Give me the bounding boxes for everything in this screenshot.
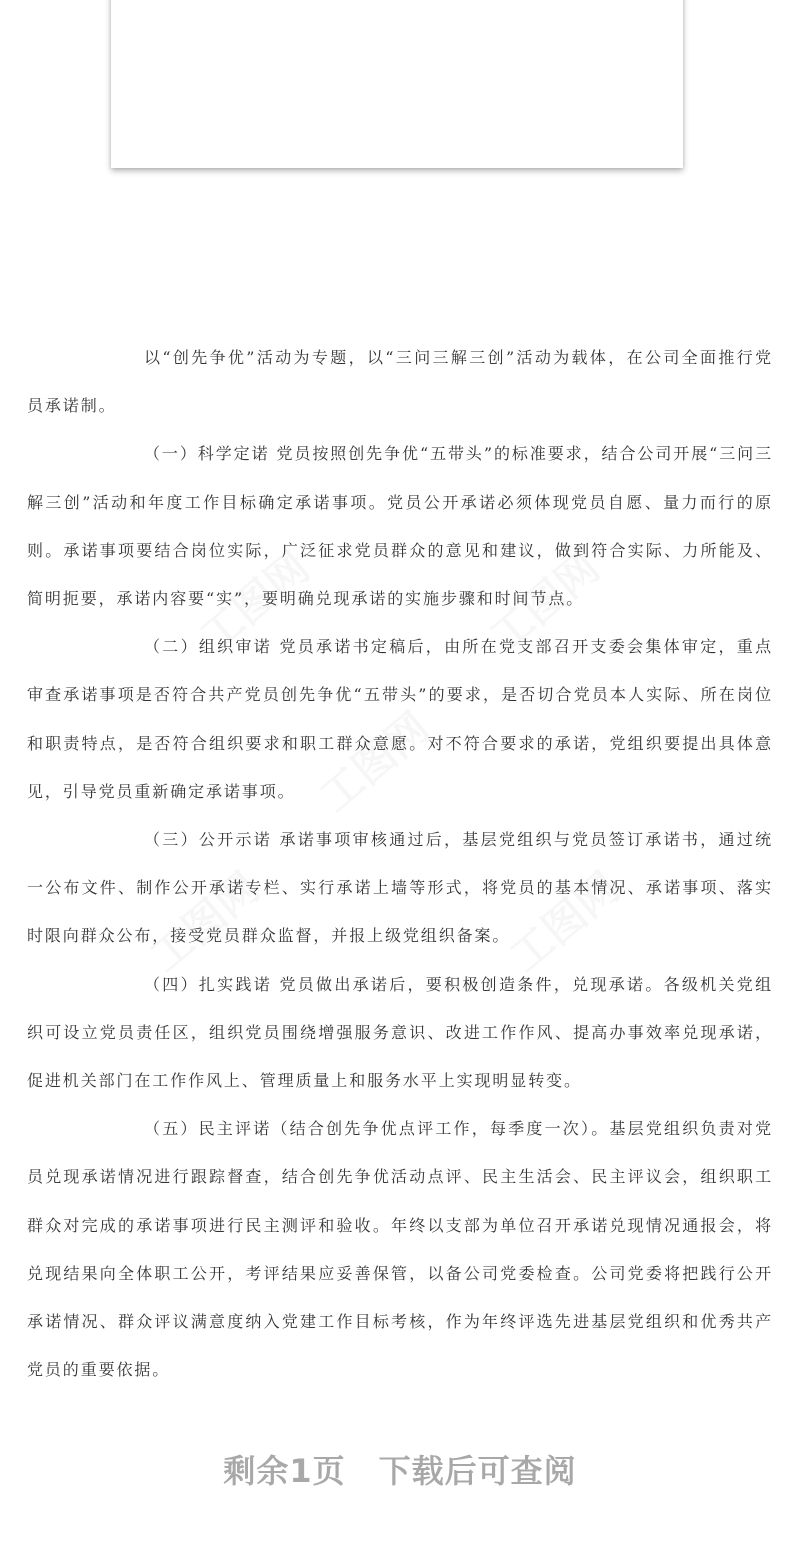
previous-page-preview [111,0,683,168]
remaining-pages-notice[interactable]: 剩余1页 下载后可查阅 [223,1452,577,1490]
intro-paragraph: 以“创先争优”活动为专题，以“三问三解三创”活动为载体，在公司全面推行党员承诺制。 [27,348,773,416]
section-organizational-review: （二）组织审诺 党员承诺书定稿后，由所在党支部召开支委会集体审定，重点审查承诺事项是否符合共产党员创先争优“五带头”的要求，是否切合党员本人实际、所在岗位和职责特点，是否符合组织要求和职工群众意愿。对不符合要求的承诺，党组织要提出具体意见，引导党员重新确定承诺事项。 [27,637,773,801]
section-public-announcement: （三）公开示诺 承诺事项审核通过后，基层党组织与党员签订承诺书，通过统一公布文件、制作公开承诺专栏、实行承诺上墙等形式，将党员的基本情况、承诺事项、落实时限向群众公布，接受党员群众监督，并报上级党组织备案。 [27,830,773,946]
section-practice-commitment: （四）扎实践诺 党员做出承诺后，要积极创造条件，兑现承诺。各级机关党组织可设立党员责任区，组织党员围绕增强服务意识、改进工作作风、提高办事效率兑现承诺，促进机关部门在工作作风上、管理质量上和服务水平上实现明显转变。 [27,974,773,1091]
document-body [27,334,773,1394]
section-scientific-commitment: （一）科学定诺 党员按照创先争优“五带头”的标准要求，结合公司开展“三问三解三创”活动和年度工作目标确定承诺事项。党员公开承诺必须体现党员自愿、量力而行的原则。承诺事项要结合岗位实际，广泛征求党员群众的意见和建议，做到符合实际、力所能及、简明扼要，承诺内容要“实”，要明确兑现承诺的实施步骤和时间节点。 [27,444,773,609]
section-democratic-evaluation: （五）民主评诺（结合创先争优点评工作，每季度一次）。基层党组织负责对党员兑现承诺情况进行跟踪督查，结合创先争优活动点评、民主生活会、民主评议会，组织职工群众对完成的承诺事项进行民主测评和验收。年终以支部为单位召开承诺兑现情况通报会，将兑现结果向全体职工公开，考评结果应妥善保管，以备公司党委检查。公司党委将把践行公开承诺情况、群众评议满意度纳入党建工作目标考核，作为年终评选先进基层党组织和优秀共产党员的重要依据。 [27,1119,773,1380]
